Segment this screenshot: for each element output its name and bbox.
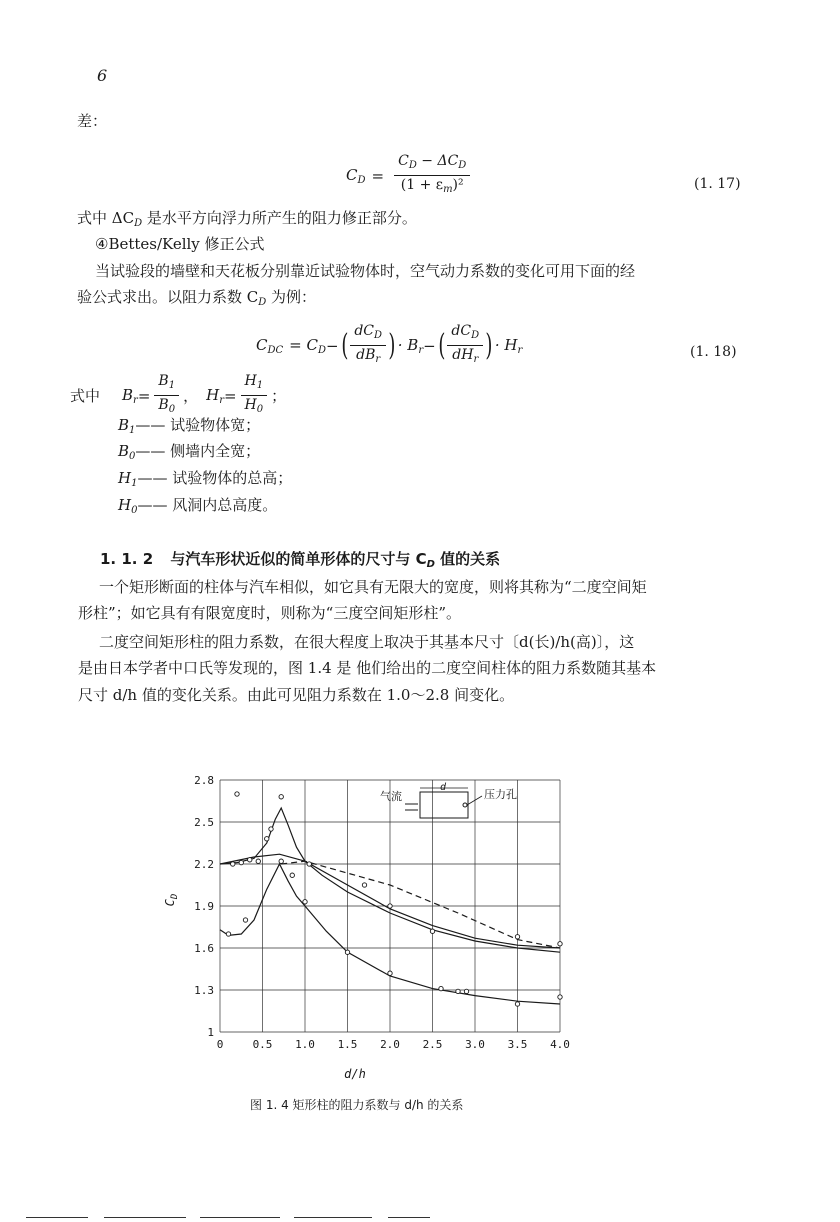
data-point — [307, 862, 311, 866]
para3-line3: 尺寸 d/h 值的变化关系。由此可见阻力系数在 1.0～2.8 间变化。 — [78, 686, 515, 704]
cd-vs-dh-chart — [150, 760, 580, 1090]
y-tick-label: 2.2 — [194, 858, 214, 871]
def-b0: $B_0——$ 侧墙内全宽； — [118, 442, 261, 462]
equation-number-1-18: (1. 18) — [690, 344, 737, 360]
x-tick-label: 2.0 — [380, 1038, 400, 1051]
inset-rectangle — [420, 792, 468, 818]
eq118-fraction-h: $\frac{dC_D}{dH_r}$ — [447, 322, 483, 369]
eq117-fraction: $\frac{C_D - \Delta C_D}{(1 + \varepsilon_m)^2}$ — [394, 152, 470, 199]
inset-hole — [463, 803, 467, 807]
y-tick-label: 2.5 — [194, 816, 214, 829]
data-point — [303, 900, 307, 904]
inset-hole-label: 压力孔 — [484, 788, 517, 801]
data-point — [235, 792, 239, 796]
data-point — [345, 950, 349, 954]
data-point — [456, 989, 460, 993]
def-h1: $H_1——$ 试验物体的总高； — [118, 469, 293, 489]
y-tick-label: 1.6 — [194, 942, 214, 955]
x-tick-label: 3.5 — [507, 1038, 528, 1051]
data-point — [388, 904, 392, 908]
para2-line2: 形柱”；如它具有有限宽度时，则称为“三度空间矩形柱”。 — [78, 604, 462, 622]
y-tick-labels — [194, 774, 214, 1039]
inset-d-label: d — [440, 782, 447, 793]
x-tick-label: 4.0 — [550, 1038, 570, 1051]
intro-text: 差： — [77, 112, 108, 130]
eq117-equals: = — [371, 166, 385, 185]
para2-line1: 一个矩形断面的柱体与汽车相似，如它具有无限大的宽度，则将其称为“二度空间矩 — [99, 578, 647, 596]
x-tick-label: 1.5 — [337, 1038, 358, 1051]
bettes-kelly-heading: ④Bettes/Kelly 修正公式 — [95, 235, 265, 253]
inset-hole-leader — [467, 796, 482, 805]
data-point — [269, 827, 273, 831]
data-point — [362, 883, 366, 887]
def-b1: $B_1——$ 试验物体宽； — [118, 416, 261, 436]
x-tick-labels — [217, 1038, 570, 1051]
figure-caption: 图 1. 4 矩形柱的阻力系数与 d/h 的关系 — [250, 1098, 464, 1112]
para3-line2: 是由日本学者中口氏等发现的，图 1.4 是 他们给出的二度空间柱体的阻力系数随其基本 — [78, 659, 657, 677]
data-point — [231, 862, 235, 866]
x-tick-label: 3.0 — [465, 1038, 485, 1051]
section-heading: 1. 1. 2 与汽车形状近似的简单形体的尺寸与 $C_D$ 值的关系 — [100, 550, 501, 570]
where-clause: 式中 $B_r$ = $\frac{B_1}{B_0}$ ， $H_r$ = $\frac{H_1}{H_0}$ ； — [70, 373, 287, 415]
para3-line1: 二度空间矩形柱的阻力系数，在很大程度上取决于其基本尺寸〔d(长)/h(高)〕，这 — [99, 633, 635, 651]
data-point — [279, 859, 283, 863]
data-point — [439, 986, 443, 990]
data-point — [279, 795, 283, 799]
data-point — [515, 935, 519, 939]
chart-markers — [226, 792, 562, 1006]
x-axis-label: d/h — [344, 1067, 366, 1081]
delta-line: 式中 $\Delta C_D$ 是水平方向浮力所产生的阻力修正部分。 — [77, 209, 417, 229]
data-point — [226, 932, 230, 936]
footer-rule — [200, 1217, 280, 1218]
data-point — [243, 918, 247, 922]
para1-line2: 验公式求出。以阻力系数 $C_D$ 为例： — [77, 288, 317, 308]
y-tick-label: 2.8 — [194, 774, 214, 787]
data-point — [515, 1002, 519, 1006]
eq118-fraction-b: $\frac{dC_D}{dB_r}$ — [350, 322, 386, 369]
y-tick-label: 1.9 — [194, 900, 214, 913]
eq117-lhs: $C_D$ — [346, 165, 366, 186]
x-tick-label: 0 — [216, 1038, 224, 1051]
x-tick-label: 2.5 — [422, 1038, 443, 1051]
equation-1-17 — [346, 152, 474, 199]
data-point — [256, 859, 260, 863]
footer-rule — [104, 1217, 186, 1218]
data-point — [430, 929, 434, 933]
data-point — [558, 942, 562, 946]
y-axis-label: $C_D$ — [163, 893, 180, 907]
def-h0: $H_0——$ 风洞内总高度。 — [118, 496, 278, 516]
data-point — [290, 873, 294, 877]
inset-sketch — [380, 782, 517, 818]
equation-number-1-17: (1. 17) — [694, 176, 741, 192]
para1-line1: 当试验段的墙壁和天花板分别靠近试验物体时，空气动力系数的变化可用下面的经 — [95, 262, 636, 280]
data-point — [248, 858, 252, 862]
footer-rule — [26, 1217, 88, 1218]
footer-rule — [388, 1217, 430, 1218]
page-number: 6 — [97, 66, 108, 85]
data-point — [265, 837, 269, 841]
data-point — [558, 995, 562, 999]
data-point — [239, 860, 243, 864]
footer-rule — [294, 1217, 372, 1218]
data-point — [464, 989, 468, 993]
equation-1-18: $C_{DC}$ = $C_D$ − ( $\frac{dC_D}{dB_r}$ ) · $B_r$ − ( $\frac{dC_D}{dH_r}$ ) · $H_r$ — [256, 322, 522, 369]
y-tick-label: 1 — [207, 1026, 214, 1039]
x-tick-label: 0.5 — [252, 1038, 273, 1051]
y-tick-label: 1.3 — [194, 984, 214, 997]
x-tick-label: 1.0 — [295, 1038, 315, 1051]
data-point — [388, 971, 392, 975]
inset-flow-label: 气流 — [380, 790, 402, 803]
